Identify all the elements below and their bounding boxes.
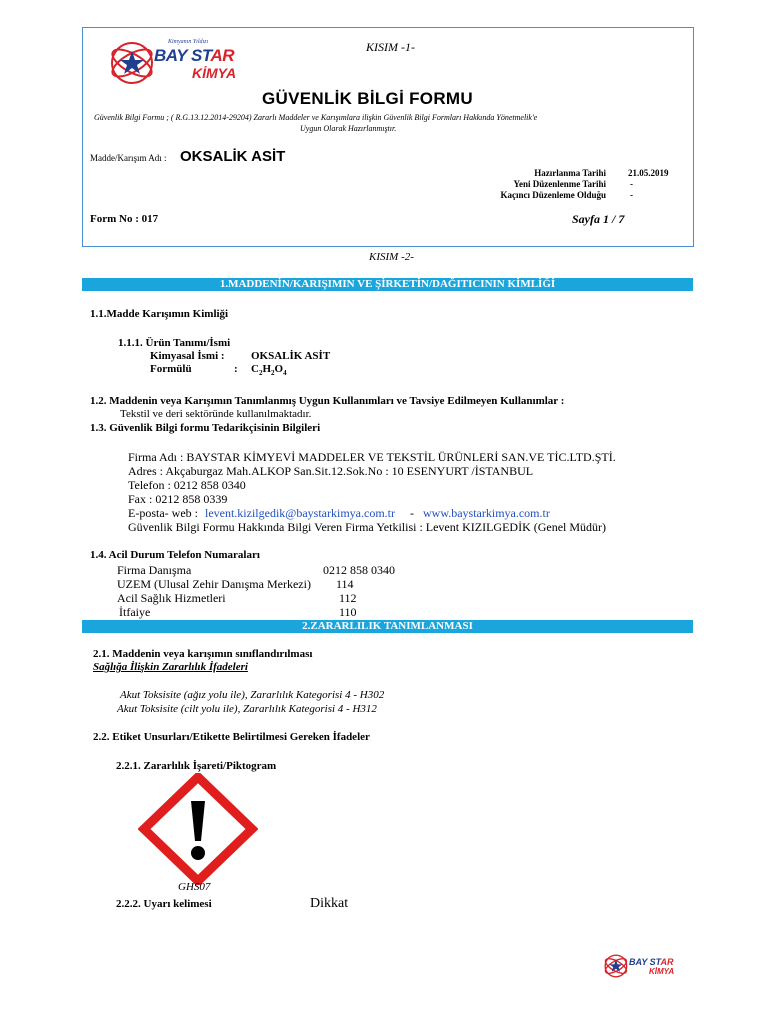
kisim-2-label: KISIM -2- [369, 251, 414, 263]
email-web-label: E-posta- web : [128, 506, 198, 520]
chemical-name-label: Kimyasal İsmi : [150, 350, 225, 362]
logo-text-bay: BAY STAR [154, 46, 235, 65]
emergency-value-1: 114 [336, 577, 354, 591]
firm-fax: Fax : 0212 858 0339 [128, 492, 228, 506]
section-1-3-heading: 1.3. Güvenlik Bilgi formu Tedarikçisinin Bilgileri [90, 422, 321, 434]
footer-logo-text-bay: BAY STAR [629, 957, 674, 967]
formula-colon: : [234, 363, 238, 375]
section-1-4-heading: 1.4. Acil Durum Telefon Numaraları [90, 549, 260, 561]
subtitle-line-2: Uygun Olarak Hazırlanmıştır. [300, 124, 397, 133]
signal-word: Dikkat [310, 896, 349, 911]
page-number: Sayfa 1 / 7 [572, 212, 625, 226]
section-2-bar: 2.ZARARLILIK TANIMLANMASI [82, 620, 693, 633]
firm-phone: Telefon : 0212 858 0340 [128, 478, 246, 492]
section-2-2-heading: 2.2. Etiket Unsurları/Etikette Belirtilmesi Gereken İfadeler [93, 731, 370, 743]
substance-label: Madde/Karışım Adı : [90, 153, 167, 163]
emergency-name-2: Acil Sağlık Hizmetleri [117, 591, 226, 605]
chemical-name-value: OKSALİK ASİT [251, 350, 331, 362]
pictogram-code: GHS07 [178, 881, 211, 893]
firm-address: Adres : Akçaburgaz Mah.ALKOP San.Sit.12.Sok.No : 10 ESENYURT /İSTANBUL [128, 464, 534, 478]
footer-logo-text-kimya: KİMYA [649, 967, 675, 976]
emergency-name-0: Firma Danışma [117, 563, 192, 577]
section-1-1-heading: 1.1.Madde Karışımın Kimliği [90, 308, 229, 320]
prep-date-value: 21.05.2019 [628, 168, 669, 178]
formula-value: $C_2H_2O_4$ [251, 363, 287, 378]
hazard-statement-1: Akut Toksisite (ağız yolu ile), Zararlılık Kategorisi 4 - H302 [120, 689, 385, 701]
form-number: Form No : 017 [90, 213, 159, 225]
kisim-1-label: KISIM -1- [366, 40, 415, 54]
section-1-bar: 1.MADDENİN/KARIŞIMIN VE ŞİRKETİN/DAĞITICININ KİMLİĞİ [82, 278, 693, 291]
logo-text-kimya: KİMYA [192, 65, 237, 81]
section-1-2-heading: 1.2. Maddenin veya Karışımın Tanımlanmış Uygun Kullanımları ve Tavsiye Edilmeyen Kullanımlar : [90, 395, 565, 407]
subtitle-line-1: Güvenlik Bilgi Formu ; ( R.G.13.12.2014-29204) Zararlı Maddeler ve Karışımlara ilişkin Güvenlik Bilgi Formları Hakkında Yönetmelik'e [94, 113, 538, 122]
section-2-2-2-heading: 2.2.2. Uyarı kelimesi [116, 898, 212, 910]
logo-tagline: Kimyanın Yıldızı [168, 39, 209, 45]
page-title: GÜVENLİK BİLGİ FORMU [262, 89, 473, 108]
emergency-name-3: İtfaiye [119, 605, 151, 619]
hazard-statement-2: Akut Toksisite (cilt yolu ile), Zararlılık Kategorisi 4 - H312 [117, 703, 377, 715]
section-1-2-text: Tekstil ve deri sektöründe kullanılmaktadır. [120, 408, 312, 420]
section-1-1-1-heading: 1.1.1. Ürün Tanımı/İsmi [118, 337, 231, 349]
company-officer: Güvenlik Bilgi Formu Hakkında Bilgi Veren Firma Yetkilisi : Levent KIZILGEDİK (Genel Müdür) [128, 520, 607, 534]
health-hazards-heading: Sağlığa İlişkin Zararlılık İfadeleri [93, 661, 248, 673]
email-link[interactable]: levent.kizilgedik@baystarkimya.com.tr [204, 506, 395, 520]
revision-count-label: Kaçıncı Düzenleme Olduğu [500, 190, 606, 200]
emergency-value-0: 0212 858 0340 [323, 563, 395, 577]
emergency-value-2: 112 [339, 591, 357, 605]
footer-logo [603, 952, 683, 982]
substance-name: OKSALİK ASİT [180, 148, 286, 165]
company-logo [108, 37, 258, 89]
formula-label: Formülü [150, 363, 192, 375]
revision-date-value: - [630, 179, 633, 189]
footer-logo-star-icon [603, 952, 631, 980]
firm-name: Firma Adı : BAYSTAR KİMYEVİ MADDELER VE TEKSTİL ÜRÜNLERİ SAN.VE TİC.LTD.ŞTİ. [128, 450, 616, 464]
email-web-line [128, 506, 550, 521]
revision-date-label: Yeni Düzenlenme Tarihi [513, 179, 606, 189]
section-2-2-1-heading: 2.2.1. Zararlılık İşareti/Piktogram [116, 760, 277, 772]
prep-date-label: Hazırlanma Tarihi [534, 168, 606, 178]
emergency-value-3: 110 [339, 605, 357, 619]
email-web-separator: - [409, 506, 414, 520]
section-2-1-heading: 2.1. Maddenin veya karışımın sınıflandırılması [93, 648, 313, 660]
revision-count-value: - [630, 190, 633, 200]
emergency-name-1: UZEM (Ulusal Zehir Danışma Merkezi) [117, 577, 311, 591]
ghs07-exclamation-icon [138, 773, 258, 885]
website-link[interactable]: www.baystarkimya.com.tr [422, 506, 550, 520]
logo-star-icon [108, 37, 160, 89]
